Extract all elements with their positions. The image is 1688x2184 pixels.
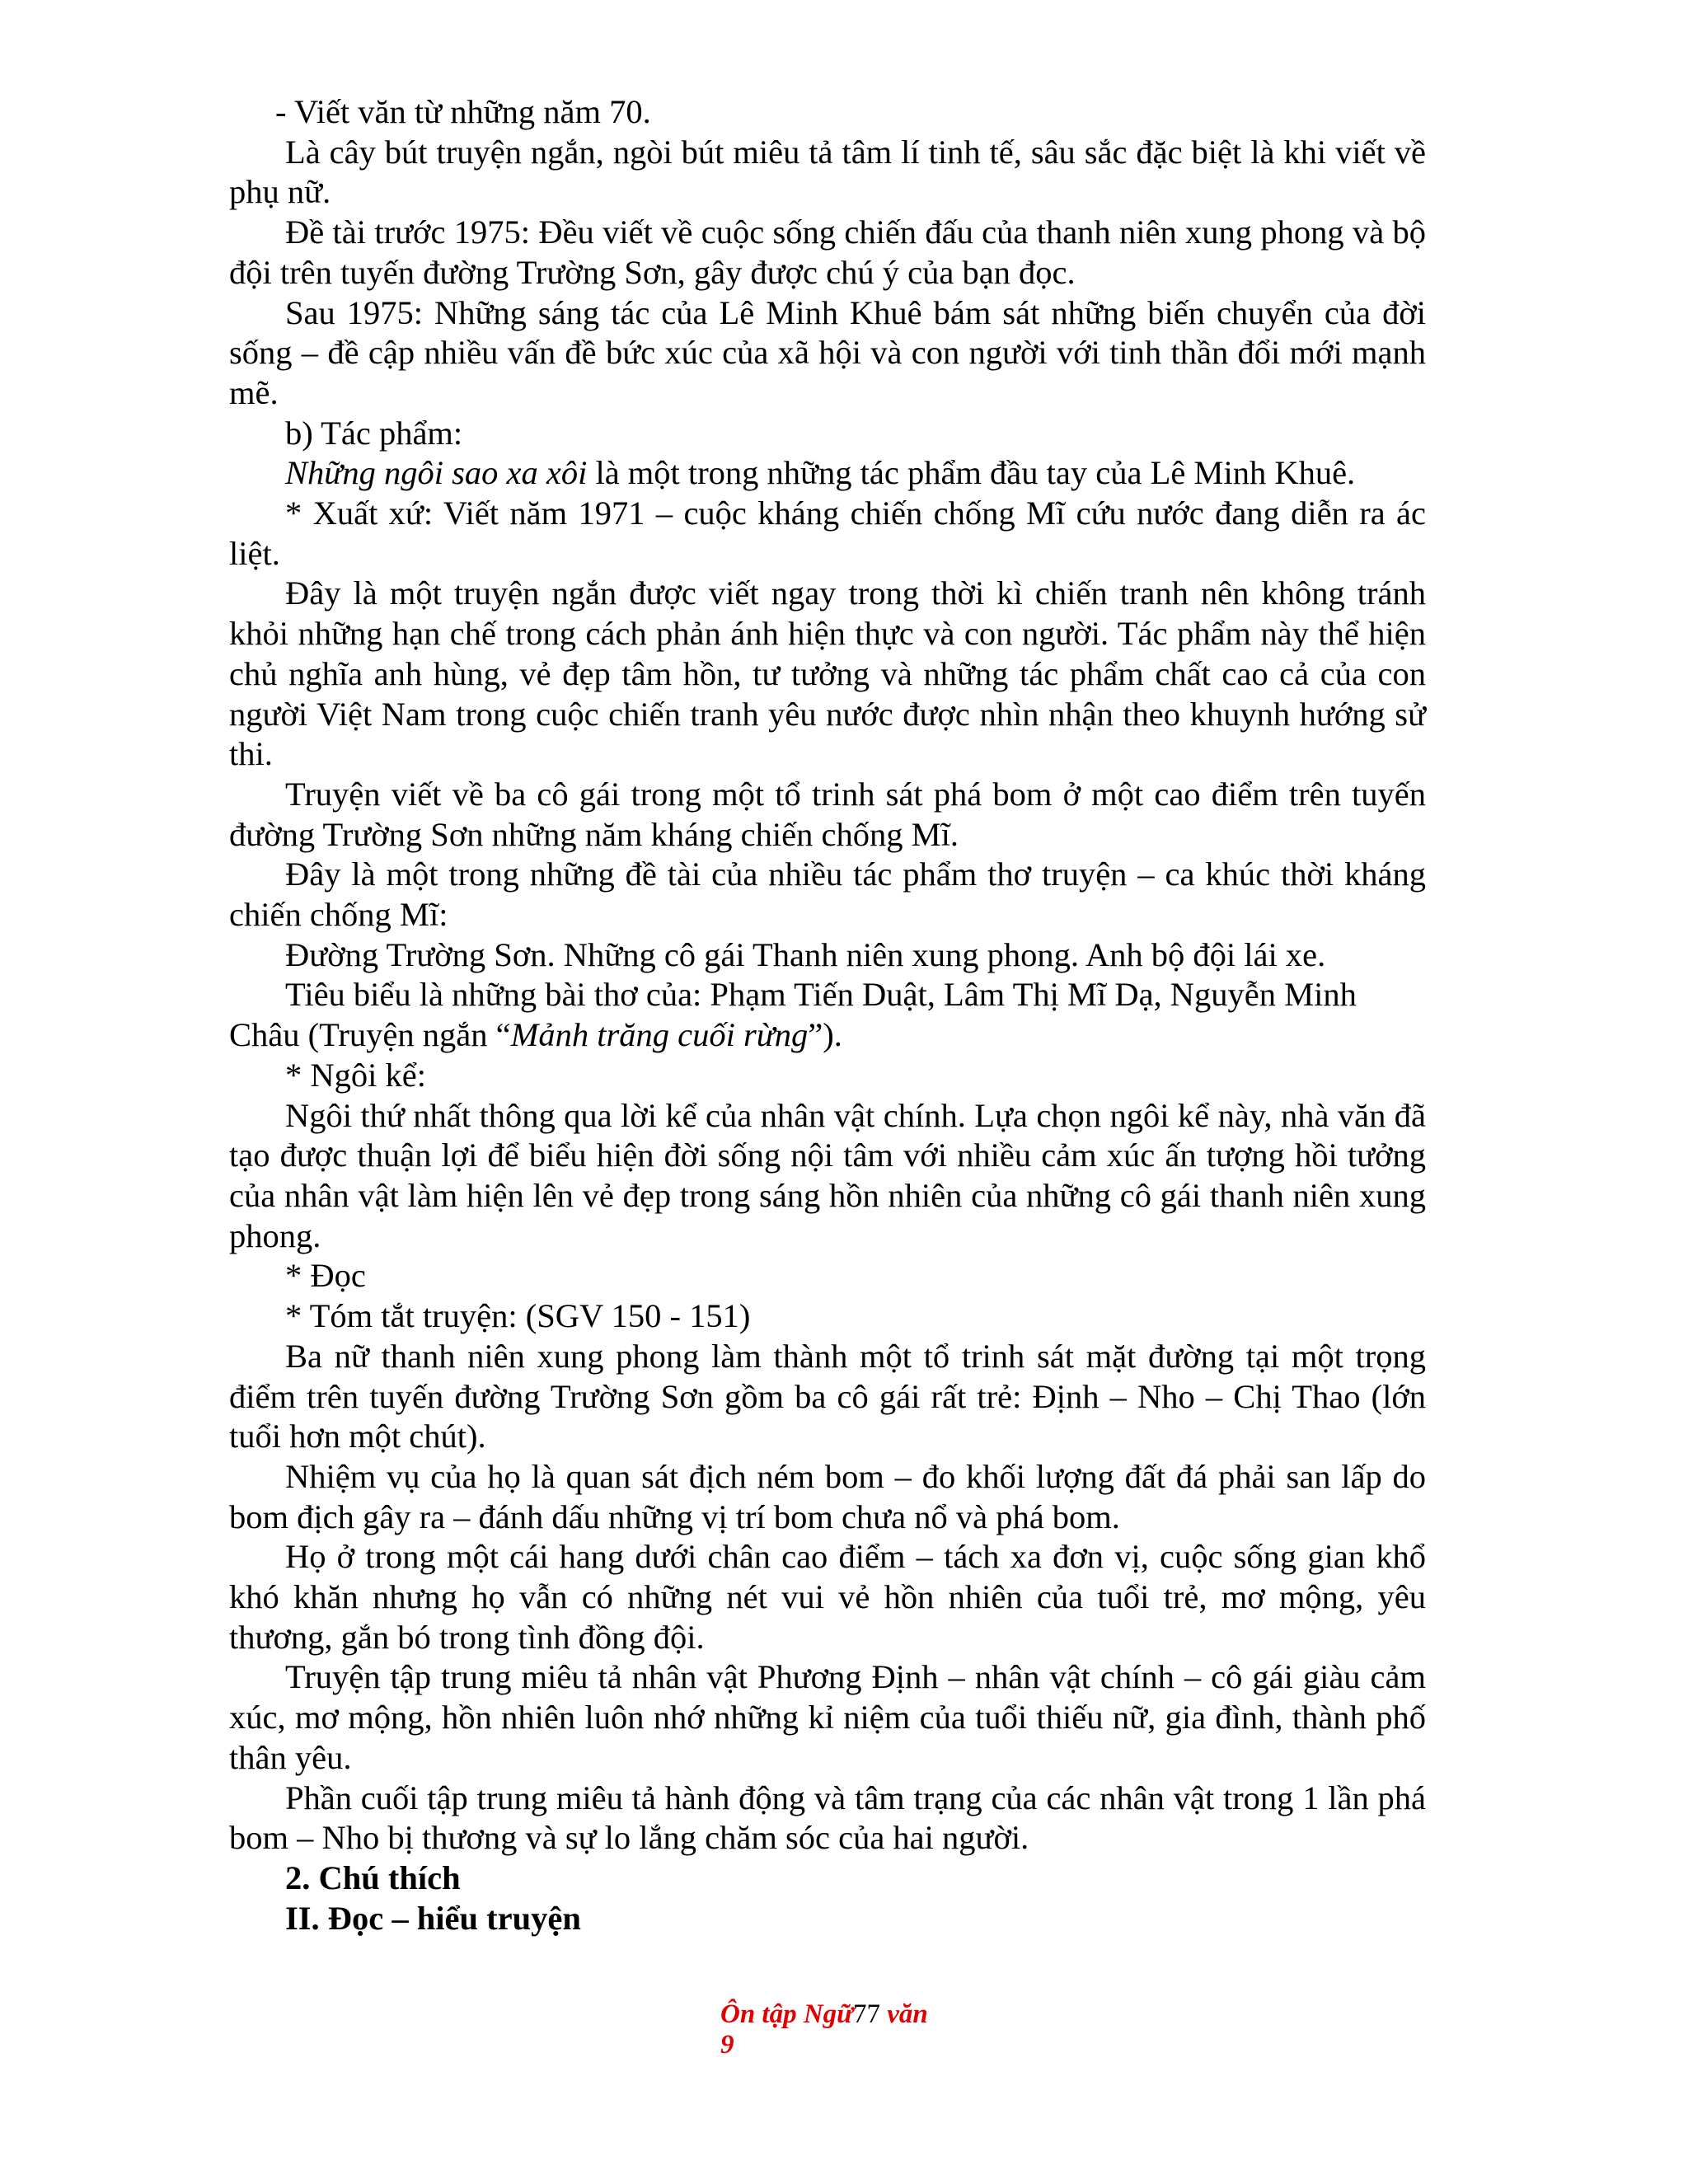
document-body	[229, 92, 1426, 1938]
work-title: Mảnh trăng cuối rừng	[510, 1016, 809, 1054]
paragraph: Ba nữ thanh niên xung phong làm thành một tổ trinh sát mặt đường tại một trọng điểm trên tuyến đường Trường Sơn gồm ba cô gái rất trẻ: Định – Nho – Chị Thao (lớn tuổi hơn một chút).	[229, 1337, 1426, 1455]
section-label: * Ngôi kể:	[285, 1056, 426, 1094]
paragraph-text: ”).	[808, 1016, 842, 1054]
paragraph: Đề tài trước 1975: Đều viết về cuộc sống chiến đấu của thanh niên xung phong và bộ đội trên tuyến đường Trường Sơn, gây được chú ý của bạn đọc.	[229, 213, 1426, 291]
section-heading: 2. Chú thích	[285, 1858, 461, 1896]
section-label: * Đọc	[285, 1257, 366, 1295]
paragraph: Đây là một truyện ngắn được viết ngay trong thời kì chiến tranh nên không tránh khỏi những hạn chế trong cách phản ánh hiện thực và con người. Tác phẩm này thể hiện chủ nghĩa anh hùng, vẻ đẹp tâm hồn, tư tưởng và những tác phẩm chất cao cả của con người Việt Nam trong cuộc chiến tranh yêu nước được nhìn nhận theo khuynh hướng sử thi.	[229, 574, 1426, 773]
paragraph: Phần cuối tập trung miêu tả hành động và tâm trạng của các nhân vật trong 1 lần phá bom – Nho bị thương và sự lo lắng chăm sóc của hai người.	[229, 1779, 1426, 1857]
paragraph	[229, 975, 1426, 1055]
page-footer	[720, 1999, 928, 2060]
footer-title: văn	[879, 1999, 928, 2029]
paragraph-text: là một trong những tác phẩm đầu tay của Lê Minh Khuê.	[587, 454, 1356, 492]
paragraph: Sau 1975: Những sáng tác của Lê Minh Khuê bám sát những biến chuyển của đời sống – đề cập nhiều vấn đề bức xúc của xã hội và con người với tinh thần đổi mới mạnh mẽ.	[229, 293, 1426, 411]
paragraph: * Xuất xứ: Viết năm 1971 – cuộc kháng chiến chống Mĩ cứu nước đang diễn ra ác liệt.	[229, 494, 1426, 572]
section-label: * Tóm tắt truyện: (SGV 150 - 151)	[285, 1297, 751, 1335]
paragraph-text: Tiêu biểu là những bài thơ của: Phạm Tiến Duật, Lâm Thị Mĩ Dạ, Nguyễn Minh Châu (Truyện ngắn “	[229, 976, 1357, 1054]
paragraph: Đường Trường Sơn. Những cô gái Thanh niên xung phong. Anh bộ đội lái xe.	[285, 935, 1326, 973]
paragraph: Đây là một trong những đề tài của nhiều tác phẩm thơ truyện – ca khúc thời kháng chiến chống Mĩ:	[229, 855, 1426, 934]
footer-title: Ôn tập Ngữ	[720, 1999, 853, 2029]
paragraph	[229, 453, 1426, 494]
paragraph: Ngôi thứ nhất thông qua lời kể của nhân vật chính. Lựa chọn ngôi kể này, nhà văn đã tạo được thuận lợi để biểu hiện đời sống nội tâm với nhiều cảm xúc ấn tượng hồi tưởng của nhân vật làm hiện lên vẻ đẹp trong sáng hồn nhiên của những cô gái thanh niên xung phong.	[229, 1096, 1426, 1254]
work-title: Những ngôi sao xa xôi	[285, 454, 588, 492]
paragraph: Nhiệm vụ của họ là quan sát địch ném bom – đo khối lượng đất đá phải san lấp do bom địch gây ra – đánh dấu những vị trí bom chưa nổ và phá bom.	[229, 1457, 1426, 1535]
section-heading: II. Đọc – hiểu truyện	[285, 1899, 581, 1937]
paragraph: Họ ở trong một cái hang dưới chân cao điểm – tách xa đơn vị, cuộc sống gian khổ khó khăn nhưng họ vẫn có những nét vui vẻ hồn nhiên của tuổi trẻ, mơ mộng, yêu thương, gắn bó trong tình đồng đội.	[229, 1538, 1426, 1656]
paragraph: - Viết văn từ những năm 70.	[275, 93, 651, 130]
paragraph: Là cây bút truyện ngắn, ngòi bút miêu tả tâm lí tinh tế, sâu sắc đặc biệt là khi viết về phụ nữ.	[229, 133, 1426, 211]
footer-title: 9	[720, 2030, 734, 2060]
paragraph: Truyện viết về ba cô gái trong một tổ trinh sát phá bom ở một cao điểm trên tuyến đường Trường Sơn những năm kháng chiến chống Mĩ.	[229, 775, 1426, 853]
paragraph: Truyện tập trung miêu tả nhân vật Phương Định – nhân vật chính – cô gái giàu cảm xúc, mơ mộng, hồn nhiên luôn nhớ những kỉ niệm của tuổi thiếu nữ, gia đình, thành phố thân yêu.	[229, 1658, 1426, 1776]
section-label: b) Tác phẩm:	[285, 414, 463, 452]
page-number: 77	[852, 1999, 880, 2029]
